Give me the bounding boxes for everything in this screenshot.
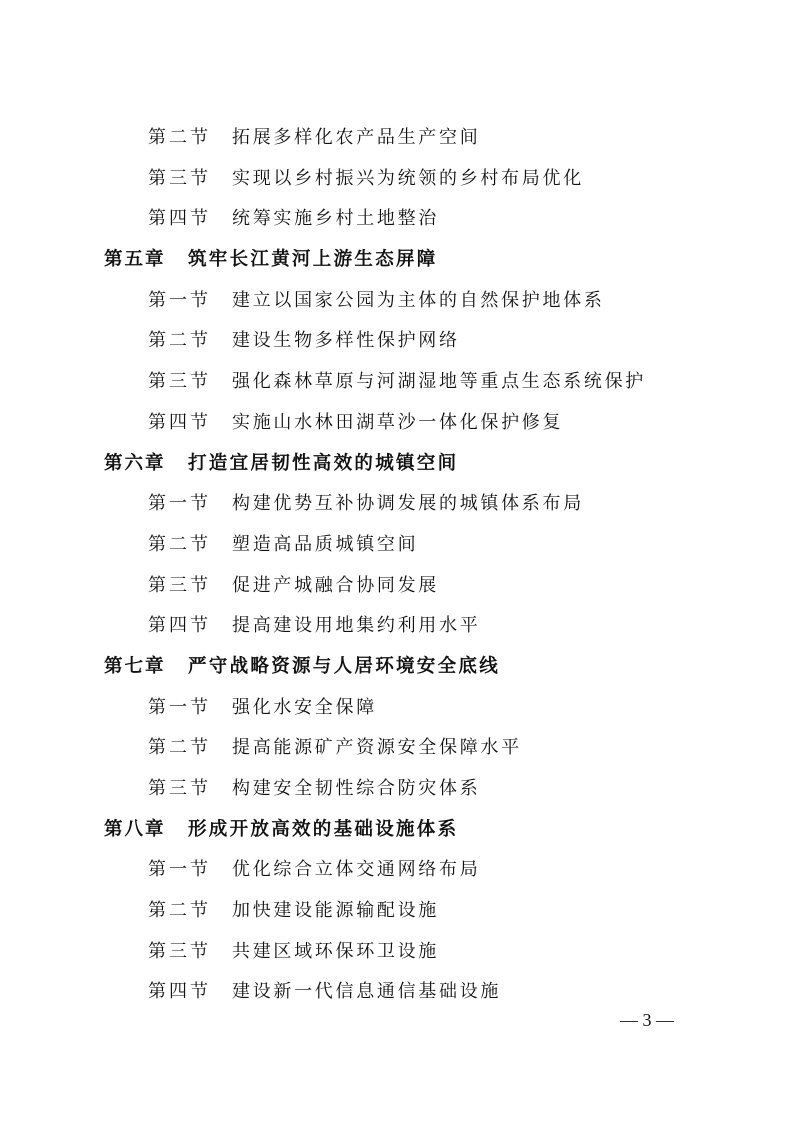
section-label: 第三节 [148, 371, 211, 393]
section-title: 建立以国家公园为主体的自然保护地体系 [232, 289, 605, 311]
section-title: 强化水安全保障 [232, 696, 377, 718]
chapter-title: 筑牢长江黄河上游生态屏障 [188, 249, 438, 271]
toc-chapter [0, 810, 800, 851]
toc-section [0, 403, 800, 444]
section-label: 第一节 [148, 859, 211, 881]
section-label: 第二节 [148, 900, 211, 922]
toc-section [0, 281, 800, 322]
section-label: 第二节 [148, 737, 211, 759]
toc-section [0, 728, 800, 769]
table-of-contents [0, 118, 800, 1013]
chapter-title: 严守战略资源与人居环境安全底线 [188, 655, 501, 677]
toc-chapter [0, 240, 800, 281]
chapter-label: 第七章 [104, 655, 166, 677]
section-label: 第一节 [148, 696, 211, 718]
toc-section [0, 159, 800, 200]
section-title: 构建安全韧性综合防灾体系 [232, 778, 481, 799]
section-title: 共建区域环保环卫设施 [232, 940, 439, 962]
section-title: 实施山水林田湖草沙一体化保护修复 [232, 411, 564, 433]
toc-section [0, 484, 800, 525]
section-label: 第一节 [148, 493, 211, 515]
section-label: 第四节 [148, 411, 211, 433]
chapter-label: 第八章 [104, 818, 166, 840]
section-title: 加快建设能源输配设施 [232, 900, 439, 922]
toc-section [0, 118, 800, 159]
toc-section [0, 606, 800, 647]
section-label: 第四节 [148, 981, 211, 1003]
toc-chapter [0, 444, 800, 485]
toc-section [0, 199, 800, 240]
section-label: 第二节 [148, 533, 211, 555]
section-label: 第四节 [148, 615, 211, 637]
toc-section [0, 972, 800, 1013]
section-title: 建设新一代信息通信基础设施 [232, 981, 502, 1003]
chapter-label: 第五章 [104, 249, 166, 271]
section-title: 建设生物多样性保护网络 [232, 330, 460, 352]
toc-section [0, 891, 800, 932]
section-title: 促进产城融合协同发展 [232, 574, 439, 596]
section-title: 强化森林草原与河湖湿地等重点生态系统保护 [232, 371, 646, 393]
toc-section [0, 688, 800, 729]
section-title: 优化综合立体交通网络布局 [232, 859, 481, 881]
toc-section [0, 850, 800, 891]
section-label: 第二节 [148, 127, 211, 148]
toc-section [0, 566, 800, 607]
toc-section [0, 362, 800, 403]
section-title: 拓展多样化农产品生产空间 [232, 127, 481, 148]
toc-section [0, 321, 800, 362]
section-label: 第四节 [148, 208, 211, 230]
section-title: 实现以乡村振兴为统领的乡村布局优化 [232, 167, 584, 189]
chapter-title: 打造宜居韧性高效的城镇空间 [188, 452, 459, 474]
toc-section [0, 769, 800, 810]
section-title: 提高建设用地集约利用水平 [232, 615, 481, 637]
section-title: 塑造高品质城镇空间 [232, 533, 419, 555]
section-label: 第三节 [148, 574, 211, 596]
section-label: 第三节 [148, 167, 211, 189]
section-label: 第三节 [148, 778, 211, 799]
section-label: 第三节 [148, 940, 211, 962]
toc-section [0, 525, 800, 566]
section-label: 第一节 [148, 289, 211, 311]
section-title: 统筹实施乡村土地整治 [232, 208, 439, 230]
section-label: 第二节 [148, 330, 211, 352]
section-title: 提高能源矿产资源安全保障水平 [232, 737, 522, 759]
page-number: — 3 — [620, 1010, 674, 1030]
chapter-label: 第六章 [104, 452, 166, 474]
chapter-title: 形成开放高效的基础设施体系 [188, 818, 459, 840]
toc-section [0, 932, 800, 973]
section-title: 构建优势互补协调发展的城镇体系布局 [232, 493, 584, 515]
toc-chapter [0, 647, 800, 688]
